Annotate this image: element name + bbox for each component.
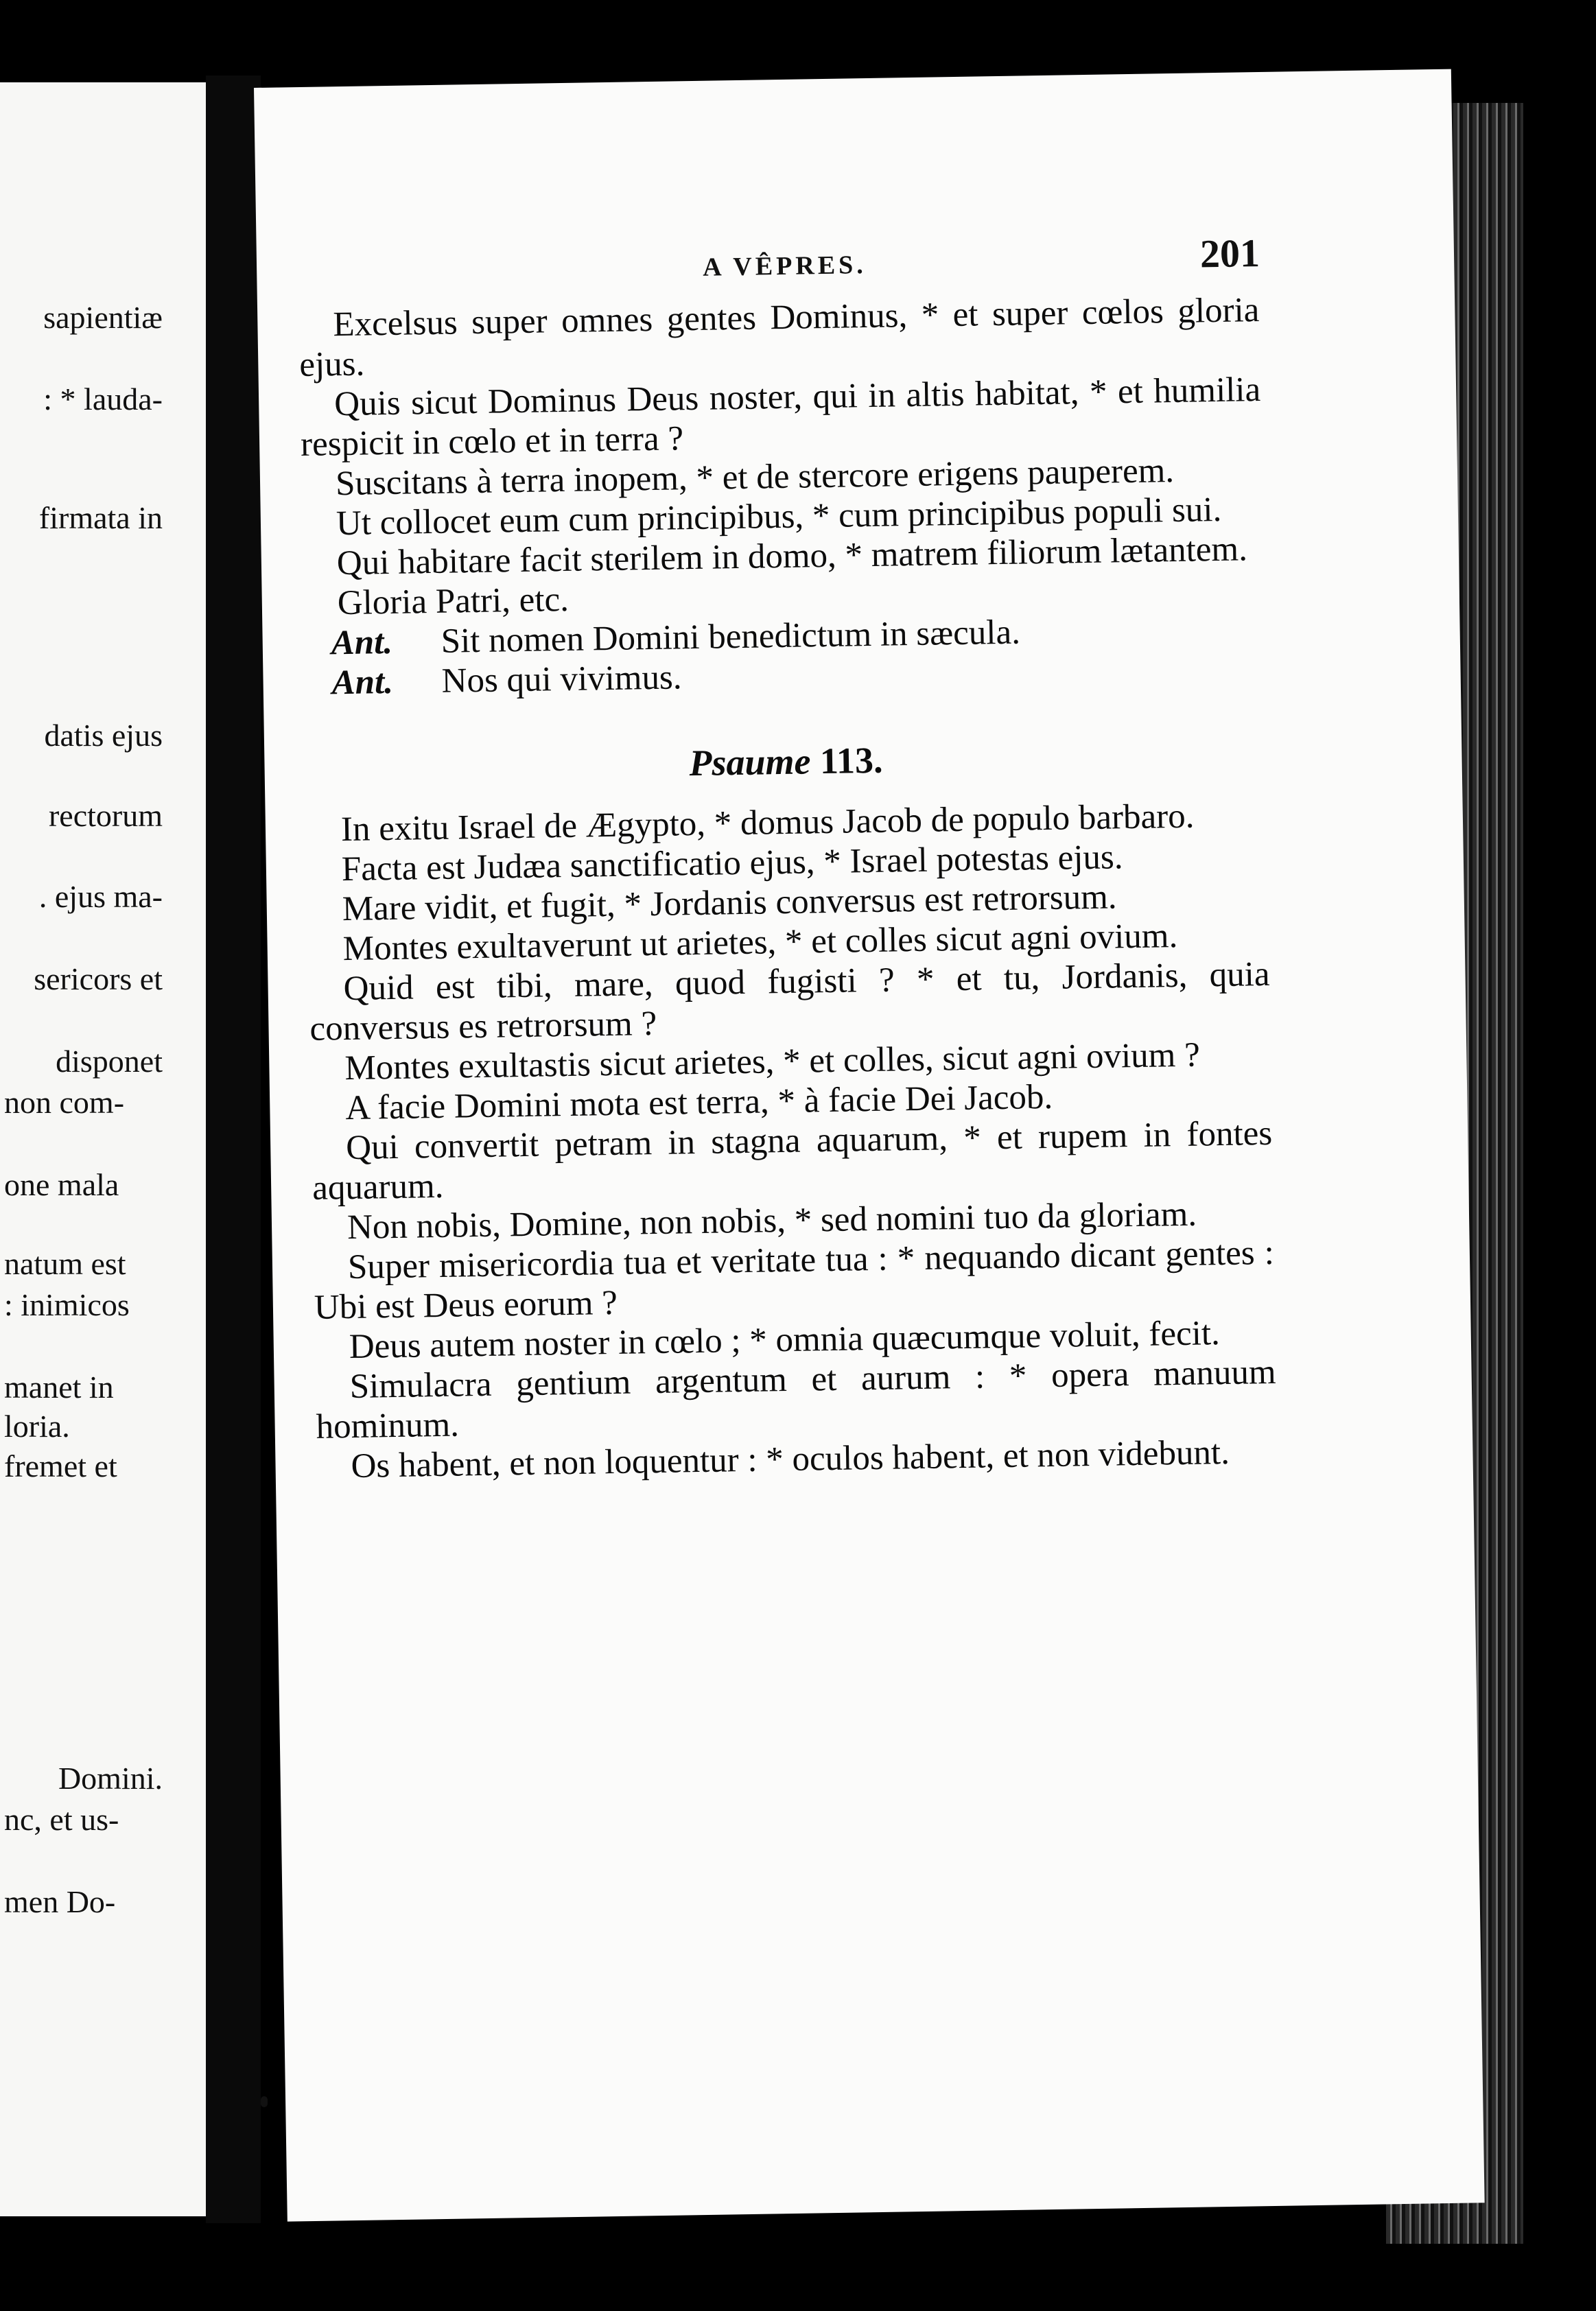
left-page-line: one mala <box>4 1167 119 1202</box>
verse-text: Qui habitare facit sterilem in domo, * matrem filiorum lætantem. <box>336 530 1248 583</box>
left-page-line: natum est <box>4 1246 126 1281</box>
psalm-word: Psaume <box>689 740 811 784</box>
antiphon-text: Nos qui vivimus. <box>441 658 682 701</box>
verse-text: Quis sicut Dominus Deus noster, qui in altis habitat, * et humilia respicit in cœlo et in terra ? <box>300 371 1261 464</box>
left-page-line: manet in <box>4 1370 114 1405</box>
verse-text: A facie Domini mota est terra, * à facie Dei Jacob. <box>344 1077 1053 1128</box>
verse <box>298 290 1260 385</box>
left-page-line: Domini. <box>58 1761 163 1796</box>
ink-speck <box>261 2096 268 2107</box>
left-page-line: non com- <box>4 1085 125 1120</box>
left-page-line: men Do- <box>4 1884 116 1919</box>
left-page-line: sericors et <box>34 961 163 996</box>
verse <box>315 1352 1277 1447</box>
verse-text: Montes exultaverunt ut arietes, * et colles sicut agni ovium. <box>342 917 1178 969</box>
verse-text: Deus autem noster in cœlo ; * omnia quæcumque voluit, fecit. <box>349 1314 1221 1367</box>
verse-text: Montes exultastis sicut arietes, * et colles, sicut agni ovium ? <box>344 1035 1201 1088</box>
verse-text: Super misericordia tua et veritate tua : * nequando dicant gentes : Ubi est Deus eorum ? <box>314 1233 1275 1327</box>
left-page-line: nc, et us- <box>4 1802 119 1837</box>
verse-text: Mare vidit, et fugit, * Jordanis conversus est retrorsum. <box>342 878 1117 929</box>
verse-text: Facta est Judæa sanctificatio ejus, * Israel potestas ejus. <box>341 838 1123 889</box>
antiphon-label: Ant. <box>331 662 394 703</box>
page-number: 201 <box>1199 231 1260 277</box>
left-page-line: sapientiæ <box>43 300 163 335</box>
verse <box>314 1233 1276 1328</box>
verse-text: Excelsus super omnes gentes Dominus, * et super cœlos gloria ejus. <box>298 291 1260 385</box>
left-page-line: rectorum <box>48 798 163 833</box>
left-facing-page <box>0 82 237 2216</box>
verse-text: Qui convertit petram in stagna aquarum, * et rupem in fontes aquarum. <box>312 1114 1273 1208</box>
left-page-line: . ejus ma- <box>38 879 163 914</box>
left-page-line: datis ejus <box>44 718 163 753</box>
antiphon-label: Ant. <box>331 622 393 663</box>
verse-text: Ut collocet eum cum principibus, * cum principibus populi sui. <box>336 490 1222 543</box>
page-body <box>298 290 1278 1487</box>
book-gutter <box>206 75 261 2223</box>
verse-text: In exitu Israel de Ægypto, * domus Jacob de populo barbaro. <box>340 797 1195 849</box>
left-page-line: firmata in <box>38 500 163 535</box>
left-page-line: : * lauda- <box>43 382 163 417</box>
verse <box>300 370 1262 465</box>
verse-text: Non nobis, Domine, non nobis, * sed nomini tuo da gloriam. <box>347 1195 1197 1247</box>
right-page <box>254 69 1485 2222</box>
verse-text: Quid est tibi, mare, quod fugisti ? * et tu, Jordanis, quia conversus es retrorsum ? <box>309 954 1270 1048</box>
psalm-number: 113. <box>819 739 883 782</box>
left-page-line: loria. <box>4 1409 70 1444</box>
verse-text: Suscitans à terra inopem, * et de stercore erigens pauperem. <box>335 451 1175 504</box>
psalm-heading <box>305 732 1267 791</box>
verse-text: Os habent, et non loquentur : * oculos habent, et non videbunt. <box>351 1433 1230 1486</box>
verse <box>312 1114 1274 1208</box>
left-page-line: fremet et <box>4 1448 117 1483</box>
running-head: A VÊPRES. <box>702 250 867 282</box>
antiphon-text: Sit nomen Domini benedictum in sæcula. <box>441 613 1021 661</box>
left-page-line: disponet <box>56 1044 163 1079</box>
left-page-line: : inimicos <box>4 1287 130 1322</box>
verse <box>309 954 1271 1049</box>
verse-text: Simulacra gentium argentum et aurum : * opera manuum hominum. <box>316 1352 1277 1446</box>
verse-text: Gloria Patri, etc. <box>337 580 570 623</box>
